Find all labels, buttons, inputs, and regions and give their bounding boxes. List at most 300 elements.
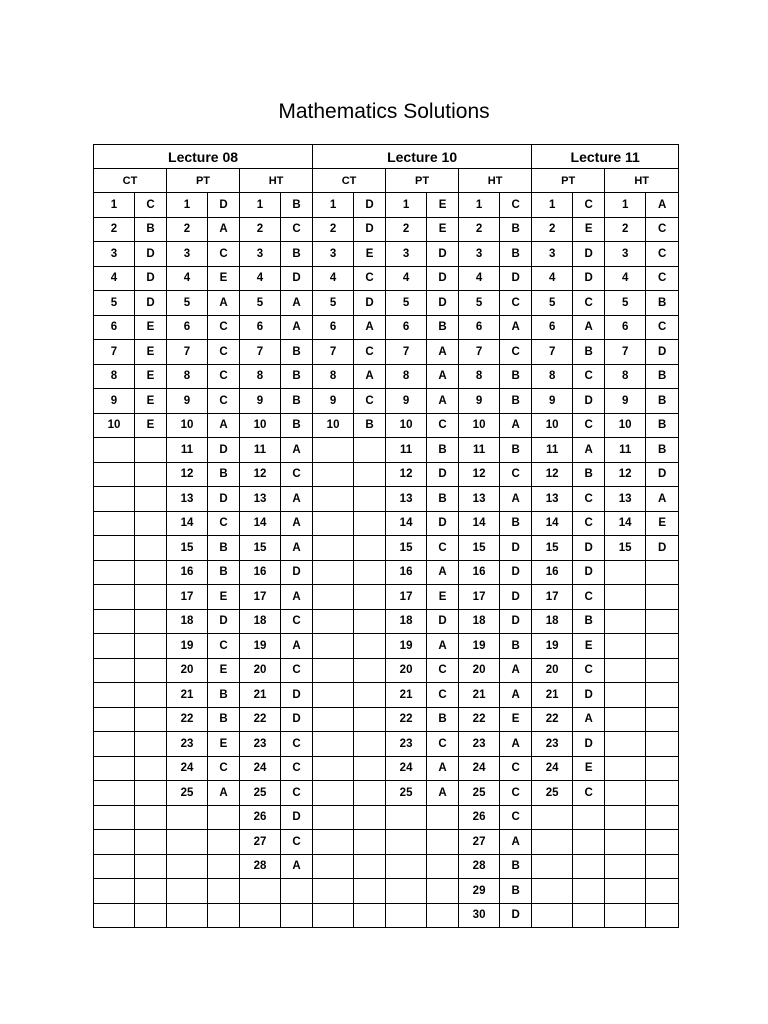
answer-cell: E xyxy=(135,389,167,414)
question-number-cell xyxy=(313,462,354,487)
question-number-cell xyxy=(94,438,135,463)
question-number-cell: 25 xyxy=(459,781,500,806)
section-header-row xyxy=(94,169,679,193)
answer-cell: A xyxy=(573,315,605,340)
answer-cell: C xyxy=(427,413,459,438)
answer-cell xyxy=(354,683,386,708)
answer-cell xyxy=(354,756,386,781)
answer-cell: C xyxy=(500,462,532,487)
answer-cell: D xyxy=(427,291,459,316)
answer-cell xyxy=(208,903,240,928)
answer-cell xyxy=(646,879,679,904)
answer-cell: A xyxy=(500,413,532,438)
question-number-cell xyxy=(313,634,354,659)
answer-cell xyxy=(354,585,386,610)
answer-cell: B xyxy=(208,707,240,732)
answer-cell: D xyxy=(500,585,532,610)
answer-cell: E xyxy=(135,364,167,389)
answer-cell xyxy=(646,854,679,879)
question-number-cell: 26 xyxy=(459,805,500,830)
question-number-cell xyxy=(605,683,646,708)
table-row xyxy=(94,805,679,830)
question-number-cell: 3 xyxy=(386,242,427,267)
answer-cell xyxy=(573,830,605,855)
question-number-cell: 21 xyxy=(459,683,500,708)
question-number-cell xyxy=(94,487,135,512)
table-row xyxy=(94,683,679,708)
answer-cell xyxy=(135,536,167,561)
answer-cell: A xyxy=(281,438,313,463)
question-number-cell: 5 xyxy=(167,291,208,316)
question-number-cell: 10 xyxy=(386,413,427,438)
answer-cell: A xyxy=(500,315,532,340)
answer-cell xyxy=(135,585,167,610)
question-number-cell: 1 xyxy=(532,193,573,218)
question-number-cell xyxy=(313,438,354,463)
question-number-cell: 15 xyxy=(240,536,281,561)
answer-cell: A xyxy=(281,487,313,512)
section-header-cell: PT xyxy=(386,169,459,193)
answer-cell: D xyxy=(500,609,532,634)
question-number-cell xyxy=(605,609,646,634)
answer-cell: D xyxy=(573,536,605,561)
answer-cell: B xyxy=(573,462,605,487)
question-number-cell: 11 xyxy=(167,438,208,463)
question-number-cell: 10 xyxy=(605,413,646,438)
answer-cell: A xyxy=(281,854,313,879)
answer-cell: B xyxy=(281,193,313,218)
answer-cell: C xyxy=(208,756,240,781)
answer-cell xyxy=(135,903,167,928)
question-number-cell: 10 xyxy=(167,413,208,438)
answer-cell xyxy=(646,585,679,610)
question-number-cell: 20 xyxy=(386,658,427,683)
answer-cell: C xyxy=(573,511,605,536)
question-number-cell: 23 xyxy=(167,732,208,757)
answer-cell: C xyxy=(135,193,167,218)
question-number-cell: 9 xyxy=(459,389,500,414)
question-number-cell: 9 xyxy=(240,389,281,414)
answer-cell xyxy=(427,854,459,879)
answer-cell: A xyxy=(354,364,386,389)
answer-cell xyxy=(208,879,240,904)
question-number-cell: 14 xyxy=(532,511,573,536)
table-row xyxy=(94,413,679,438)
question-number-cell xyxy=(94,536,135,561)
answer-cell: C xyxy=(281,609,313,634)
answer-cell xyxy=(135,830,167,855)
question-number-cell: 12 xyxy=(167,462,208,487)
answer-cell: B xyxy=(281,413,313,438)
answer-cell: E xyxy=(646,511,679,536)
question-number-cell: 12 xyxy=(532,462,573,487)
question-number-cell: 24 xyxy=(459,756,500,781)
answer-cell: A xyxy=(427,756,459,781)
answer-cell: B xyxy=(500,389,532,414)
answer-cell: D xyxy=(135,242,167,267)
answer-cell xyxy=(354,438,386,463)
question-number-cell: 14 xyxy=(459,511,500,536)
answer-cell xyxy=(135,781,167,806)
question-number-cell: 19 xyxy=(386,634,427,659)
answer-cell xyxy=(354,854,386,879)
answer-cell: D xyxy=(427,462,459,487)
question-number-cell xyxy=(94,683,135,708)
answer-cell: B xyxy=(500,634,532,659)
question-number-cell: 30 xyxy=(459,903,500,928)
table-row xyxy=(94,658,679,683)
answer-cell: B xyxy=(208,683,240,708)
question-number-cell xyxy=(94,707,135,732)
question-number-cell: 15 xyxy=(605,536,646,561)
table-row xyxy=(94,781,679,806)
question-number-cell xyxy=(94,903,135,928)
answer-cell: A xyxy=(281,511,313,536)
table-row xyxy=(94,242,679,267)
answer-cell: B xyxy=(500,879,532,904)
question-number-cell: 10 xyxy=(532,413,573,438)
question-number-cell: 3 xyxy=(459,242,500,267)
question-number-cell: 9 xyxy=(386,389,427,414)
question-number-cell: 28 xyxy=(459,854,500,879)
answer-cell: B xyxy=(427,487,459,512)
answer-cell: D xyxy=(646,536,679,561)
question-number-cell: 8 xyxy=(532,364,573,389)
question-number-cell: 15 xyxy=(167,536,208,561)
answer-cell: C xyxy=(500,340,532,365)
question-number-cell: 12 xyxy=(240,462,281,487)
question-number-cell: 5 xyxy=(313,291,354,316)
question-number-cell xyxy=(605,879,646,904)
answer-cell: B xyxy=(427,315,459,340)
question-number-cell: 8 xyxy=(167,364,208,389)
answer-cell: A xyxy=(427,364,459,389)
table-row xyxy=(94,438,679,463)
answer-cell: C xyxy=(208,315,240,340)
question-number-cell: 19 xyxy=(532,634,573,659)
answer-cell xyxy=(354,781,386,806)
answer-cell: B xyxy=(427,438,459,463)
question-number-cell: 16 xyxy=(167,560,208,585)
answer-cell: E xyxy=(427,217,459,242)
answer-cell: E xyxy=(427,585,459,610)
table-row xyxy=(94,315,679,340)
answer-cell xyxy=(354,707,386,732)
answer-cell: A xyxy=(500,487,532,512)
answer-cell: C xyxy=(281,732,313,757)
answer-cell: C xyxy=(354,266,386,291)
question-number-cell: 4 xyxy=(313,266,354,291)
table-row xyxy=(94,879,679,904)
question-number-cell: 1 xyxy=(459,193,500,218)
answer-cell: C xyxy=(281,462,313,487)
page-title: Mathematics Solutions xyxy=(278,100,490,124)
question-number-cell: 9 xyxy=(94,389,135,414)
answer-cell: B xyxy=(573,609,605,634)
answer-cell: E xyxy=(573,756,605,781)
question-number-cell xyxy=(240,879,281,904)
answer-cell: C xyxy=(573,658,605,683)
answer-cell xyxy=(354,609,386,634)
section-header-cell: CT xyxy=(94,169,167,193)
question-number-cell xyxy=(94,658,135,683)
table-row xyxy=(94,560,679,585)
answer-cell: E xyxy=(208,266,240,291)
question-number-cell: 11 xyxy=(240,438,281,463)
answer-cell xyxy=(135,511,167,536)
question-number-cell: 15 xyxy=(532,536,573,561)
section-header-cell: HT xyxy=(459,169,532,193)
question-number-cell: 24 xyxy=(386,756,427,781)
lecture-header-cell: Lecture 10 xyxy=(313,145,532,169)
answer-cell: A xyxy=(281,315,313,340)
question-number-cell: 5 xyxy=(605,291,646,316)
question-number-cell: 7 xyxy=(386,340,427,365)
question-number-cell: 14 xyxy=(167,511,208,536)
answer-cell: D xyxy=(135,266,167,291)
question-number-cell xyxy=(605,781,646,806)
answer-cell xyxy=(646,781,679,806)
answer-cell: A xyxy=(354,315,386,340)
answer-cell: E xyxy=(135,340,167,365)
question-number-cell: 24 xyxy=(532,756,573,781)
question-number-cell: 6 xyxy=(313,315,354,340)
question-number-cell xyxy=(313,511,354,536)
question-number-cell: 13 xyxy=(386,487,427,512)
answer-cell: C xyxy=(208,340,240,365)
question-number-cell: 1 xyxy=(240,193,281,218)
question-number-cell xyxy=(605,634,646,659)
question-number-cell: 13 xyxy=(605,487,646,512)
question-number-cell: 4 xyxy=(386,266,427,291)
answer-cell: C xyxy=(573,413,605,438)
answer-cell: C xyxy=(427,732,459,757)
answer-cell: C xyxy=(427,683,459,708)
question-number-cell xyxy=(240,903,281,928)
answer-cell: B xyxy=(208,560,240,585)
question-number-cell: 1 xyxy=(94,193,135,218)
answer-cell: C xyxy=(281,756,313,781)
answer-cell: C xyxy=(281,781,313,806)
table-row xyxy=(94,609,679,634)
answer-cell xyxy=(354,536,386,561)
question-number-cell: 28 xyxy=(240,854,281,879)
question-number-cell: 18 xyxy=(240,609,281,634)
table-row xyxy=(94,756,679,781)
question-number-cell: 2 xyxy=(167,217,208,242)
question-number-cell xyxy=(386,879,427,904)
table-row xyxy=(94,193,679,218)
question-number-cell: 7 xyxy=(94,340,135,365)
answer-cell xyxy=(646,903,679,928)
answer-cell: B xyxy=(354,413,386,438)
question-number-cell: 4 xyxy=(459,266,500,291)
answer-cell: C xyxy=(573,781,605,806)
answer-cell: A xyxy=(427,560,459,585)
answer-cell: A xyxy=(427,340,459,365)
answer-cell: B xyxy=(135,217,167,242)
answer-cell xyxy=(646,658,679,683)
question-number-cell xyxy=(313,830,354,855)
answer-cell: C xyxy=(281,830,313,855)
answer-cell xyxy=(135,707,167,732)
question-number-cell: 8 xyxy=(605,364,646,389)
table-row xyxy=(94,364,679,389)
question-number-cell xyxy=(605,560,646,585)
answer-cell: D xyxy=(281,805,313,830)
question-number-cell: 8 xyxy=(240,364,281,389)
answer-cell xyxy=(354,487,386,512)
question-number-cell: 22 xyxy=(167,707,208,732)
answer-cell: B xyxy=(208,462,240,487)
answer-cell xyxy=(281,879,313,904)
question-number-cell xyxy=(386,903,427,928)
question-number-cell xyxy=(94,462,135,487)
answer-cell: A xyxy=(281,536,313,561)
answer-cell: B xyxy=(500,364,532,389)
answer-cell xyxy=(646,732,679,757)
question-number-cell: 23 xyxy=(386,732,427,757)
question-number-cell: 16 xyxy=(459,560,500,585)
answer-cell: C xyxy=(500,193,532,218)
question-number-cell: 8 xyxy=(94,364,135,389)
question-number-cell: 20 xyxy=(167,658,208,683)
question-number-cell xyxy=(605,854,646,879)
question-number-cell: 5 xyxy=(386,291,427,316)
answer-cell: D xyxy=(281,707,313,732)
question-number-cell: 22 xyxy=(386,707,427,732)
answer-cell: C xyxy=(208,511,240,536)
question-number-cell xyxy=(532,830,573,855)
question-number-cell: 21 xyxy=(532,683,573,708)
question-number-cell: 1 xyxy=(313,193,354,218)
question-number-cell: 4 xyxy=(532,266,573,291)
answer-cell: C xyxy=(500,291,532,316)
answer-cell: D xyxy=(500,903,532,928)
answer-cell: C xyxy=(208,389,240,414)
answer-cell xyxy=(135,683,167,708)
answer-cell: D xyxy=(573,560,605,585)
question-number-cell xyxy=(313,756,354,781)
question-number-cell xyxy=(167,805,208,830)
answer-cell: B xyxy=(281,364,313,389)
table-row xyxy=(94,266,679,291)
answer-cell: D xyxy=(427,511,459,536)
question-number-cell xyxy=(532,805,573,830)
answer-cell xyxy=(646,830,679,855)
question-number-cell xyxy=(94,805,135,830)
question-number-cell: 19 xyxy=(459,634,500,659)
answer-cell xyxy=(354,560,386,585)
question-number-cell: 18 xyxy=(459,609,500,634)
question-number-cell: 14 xyxy=(386,511,427,536)
question-number-cell xyxy=(532,903,573,928)
answer-cell: D xyxy=(500,266,532,291)
question-number-cell xyxy=(605,585,646,610)
question-number-cell: 4 xyxy=(240,266,281,291)
answer-cell: C xyxy=(573,487,605,512)
answer-cell: C xyxy=(281,217,313,242)
question-number-cell: 13 xyxy=(532,487,573,512)
answer-cell: A xyxy=(208,413,240,438)
answer-cell xyxy=(281,903,313,928)
answer-cell xyxy=(354,903,386,928)
question-number-cell: 15 xyxy=(459,536,500,561)
question-number-cell: 2 xyxy=(605,217,646,242)
answer-cell: C xyxy=(354,340,386,365)
answer-cell xyxy=(354,462,386,487)
question-number-cell: 6 xyxy=(386,315,427,340)
answer-cell: C xyxy=(646,315,679,340)
answer-cell xyxy=(354,805,386,830)
question-number-cell xyxy=(605,756,646,781)
answer-cell: B xyxy=(281,340,313,365)
question-number-cell xyxy=(313,805,354,830)
answer-cell xyxy=(573,854,605,879)
question-number-cell: 7 xyxy=(240,340,281,365)
question-number-cell: 2 xyxy=(240,217,281,242)
question-number-cell: 11 xyxy=(605,438,646,463)
answer-cell: A xyxy=(573,438,605,463)
answer-cell xyxy=(135,634,167,659)
answer-cell: D xyxy=(281,683,313,708)
answer-cell xyxy=(354,732,386,757)
question-number-cell xyxy=(313,560,354,585)
answer-cell: A xyxy=(208,217,240,242)
question-number-cell: 14 xyxy=(240,511,281,536)
answer-cell: A xyxy=(500,830,532,855)
question-number-cell xyxy=(94,511,135,536)
answer-cell: A xyxy=(646,487,679,512)
answer-cell: D xyxy=(646,340,679,365)
answer-cell xyxy=(135,462,167,487)
answer-cell xyxy=(208,805,240,830)
answer-cell: E xyxy=(208,658,240,683)
question-number-cell: 23 xyxy=(240,732,281,757)
answer-cell: D xyxy=(208,609,240,634)
answer-cell: C xyxy=(573,585,605,610)
question-number-cell: 21 xyxy=(386,683,427,708)
question-number-cell: 27 xyxy=(459,830,500,855)
answer-cell: E xyxy=(573,634,605,659)
answer-cell: A xyxy=(208,781,240,806)
question-number-cell xyxy=(386,805,427,830)
answer-cell: D xyxy=(646,462,679,487)
answer-cell: B xyxy=(281,242,313,267)
answer-cell: A xyxy=(281,291,313,316)
answer-cell: A xyxy=(281,585,313,610)
answer-cell: E xyxy=(208,585,240,610)
question-number-cell xyxy=(94,634,135,659)
question-number-cell: 22 xyxy=(240,707,281,732)
question-number-cell: 10 xyxy=(459,413,500,438)
answer-cell: C xyxy=(281,658,313,683)
answer-cell xyxy=(354,830,386,855)
question-number-cell: 10 xyxy=(94,413,135,438)
question-number-cell: 15 xyxy=(386,536,427,561)
question-number-cell: 20 xyxy=(459,658,500,683)
answer-cell xyxy=(646,560,679,585)
question-number-cell: 22 xyxy=(459,707,500,732)
answer-cell: C xyxy=(500,805,532,830)
question-number-cell xyxy=(167,903,208,928)
question-number-cell: 13 xyxy=(459,487,500,512)
table-row xyxy=(94,340,679,365)
question-number-cell xyxy=(94,756,135,781)
answer-cell: C xyxy=(500,756,532,781)
question-number-cell: 3 xyxy=(605,242,646,267)
answer-cell xyxy=(646,683,679,708)
